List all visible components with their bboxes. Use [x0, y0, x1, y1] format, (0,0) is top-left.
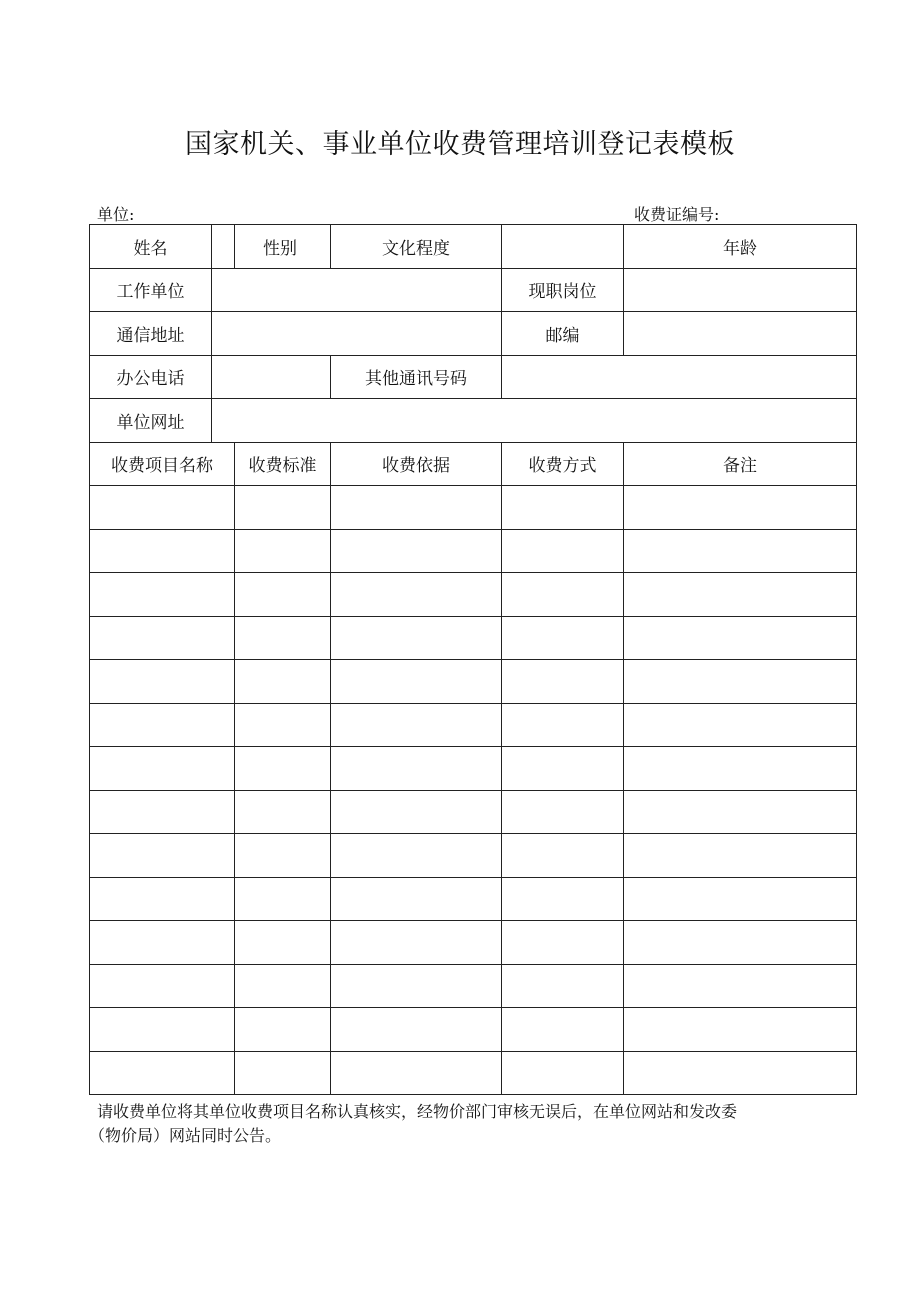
fee-basis-cell[interactable] — [331, 529, 502, 573]
work-unit-label: 工作单位 — [90, 268, 212, 312]
fee-method-cell[interactable] — [502, 747, 624, 791]
fee-item-name-cell[interactable] — [90, 660, 235, 704]
fee-item-name-cell[interactable] — [90, 1008, 235, 1052]
remarks-cell[interactable] — [624, 964, 857, 1008]
fee-method-cell[interactable] — [502, 529, 624, 573]
fee-standard-cell[interactable] — [235, 616, 331, 660]
address-field[interactable] — [212, 312, 502, 356]
fee-row — [90, 747, 857, 791]
fee-row — [90, 834, 857, 878]
position-label: 现职岗位 — [502, 268, 624, 312]
fee-method-cell[interactable] — [502, 834, 624, 878]
fee-basis-cell[interactable] — [331, 834, 502, 878]
fee-standard-cell[interactable] — [235, 747, 331, 791]
fee-standard-cell[interactable] — [235, 1008, 331, 1052]
footer-note-line-2: （物价局）网站同时公告。 — [89, 1126, 282, 1145]
remarks-cell[interactable] — [624, 1008, 857, 1052]
fee-item-name-cell[interactable] — [90, 529, 235, 573]
document-title: 国家机关、事业单位收费管理培训登记表模板 — [185, 129, 735, 160]
form-row-personal — [90, 225, 857, 269]
remarks-cell[interactable] — [624, 703, 857, 747]
fee-row — [90, 964, 857, 1008]
form-row-phone — [90, 355, 857, 399]
fee-basis-cell[interactable] — [331, 660, 502, 704]
fee-basis-cell[interactable] — [331, 790, 502, 834]
fee-item-name-cell[interactable] — [90, 834, 235, 878]
remarks-cell[interactable] — [624, 1051, 857, 1095]
remarks-cell[interactable] — [624, 529, 857, 573]
fee-row — [90, 616, 857, 660]
other-contact-label: 其他通讯号码 — [331, 355, 502, 399]
fee-row — [90, 921, 857, 965]
remarks-cell[interactable] — [624, 921, 857, 965]
fee-row — [90, 790, 857, 834]
education-label: 文化程度 — [331, 225, 502, 269]
office-phone-label: 办公电话 — [90, 355, 212, 399]
age-label: 年龄 — [624, 225, 857, 269]
fee-row — [90, 529, 857, 573]
remarks-cell[interactable] — [624, 747, 857, 791]
fee-item-name-cell[interactable] — [90, 877, 235, 921]
fee-basis-cell[interactable] — [331, 1051, 502, 1095]
fee-basis-cell[interactable] — [331, 877, 502, 921]
fee-item-name-cell[interactable] — [90, 790, 235, 834]
fee-method-cell[interactable] — [502, 703, 624, 747]
remarks-cell[interactable] — [624, 877, 857, 921]
fee-basis-cell[interactable] — [331, 486, 502, 530]
fee-table-header — [90, 442, 857, 486]
address-label: 通信地址 — [90, 312, 212, 356]
fee-standard-cell[interactable] — [235, 660, 331, 704]
website-label: 单位网址 — [90, 399, 212, 443]
fee-item-name-cell[interactable] — [90, 921, 235, 965]
education-field[interactable] — [502, 225, 624, 269]
remarks-cell[interactable] — [624, 834, 857, 878]
fee-basis-cell[interactable] — [331, 703, 502, 747]
fee-item-name-cell[interactable] — [90, 747, 235, 791]
other-contact-field[interactable] — [502, 355, 857, 399]
fee-standard-cell[interactable] — [235, 1051, 331, 1095]
postcode-label: 邮编 — [502, 312, 624, 356]
fee-standard-cell[interactable] — [235, 573, 331, 617]
fee-standard-cell[interactable] — [235, 790, 331, 834]
fee-method-cell[interactable] — [502, 877, 624, 921]
remarks-cell[interactable] — [624, 616, 857, 660]
remarks-cell[interactable] — [624, 790, 857, 834]
fee-row — [90, 1008, 857, 1052]
fee-basis-cell[interactable] — [331, 964, 502, 1008]
fee-row — [90, 660, 857, 704]
fee-item-name-cell[interactable] — [90, 573, 235, 617]
fee-item-name-cell[interactable] — [90, 486, 235, 530]
fee-standard-cell[interactable] — [235, 964, 331, 1008]
fee-method-cell[interactable] — [502, 921, 624, 965]
form-row-work — [90, 268, 857, 312]
fee-row — [90, 703, 857, 747]
fee-row — [90, 486, 857, 530]
remarks-cell[interactable] — [624, 486, 857, 530]
footer-note — [89, 1100, 867, 1148]
fee-basis-cell[interactable] — [331, 616, 502, 660]
position-field[interactable] — [624, 268, 857, 312]
name-label: 姓名 — [90, 225, 212, 269]
fee-item-name-cell[interactable] — [90, 703, 235, 747]
work-unit-field[interactable] — [212, 268, 502, 312]
form-row-website — [90, 399, 857, 443]
remarks-header: 备注 — [624, 442, 857, 486]
fee-basis-cell[interactable] — [331, 573, 502, 617]
fee-method-cell[interactable] — [502, 616, 624, 660]
registration-form-table — [89, 224, 857, 1095]
name-field[interactable] — [212, 225, 235, 269]
fee-standard-cell[interactable] — [235, 834, 331, 878]
fee-method-cell[interactable] — [502, 790, 624, 834]
fee-standard-header: 收费标准 — [235, 442, 331, 486]
fee-item-name-cell[interactable] — [90, 616, 235, 660]
fee-method-cell[interactable] — [502, 1051, 624, 1095]
fee-standard-cell[interactable] — [235, 486, 331, 530]
fee-item-name-cell[interactable] — [90, 964, 235, 1008]
fee-method-cell[interactable] — [502, 660, 624, 704]
fee-row — [90, 877, 857, 921]
fee-method-cell[interactable] — [502, 964, 624, 1008]
fee-row — [90, 573, 857, 617]
footer-note-line-1: 请收费单位将其单位收费项目名称认真核实，经物价部门审核无误后，在单位网站和发改委 — [97, 1102, 738, 1121]
form-row-address — [90, 312, 857, 356]
fee-row — [90, 1051, 857, 1095]
fee-method-header: 收费方式 — [502, 442, 624, 486]
unit-label: 单位: — [97, 205, 135, 224]
fee-basis-header: 收费依据 — [331, 442, 502, 486]
postcode-field[interactable] — [624, 312, 857, 356]
fee-method-cell[interactable] — [502, 573, 624, 617]
website-field[interactable] — [212, 399, 857, 443]
fee-method-cell[interactable] — [502, 1008, 624, 1052]
fee-basis-cell[interactable] — [331, 921, 502, 965]
gender-label: 性别 — [235, 225, 331, 269]
fee-standard-cell[interactable] — [235, 921, 331, 965]
cert-number-label: 收费证编号: — [634, 205, 720, 224]
fee-item-name-header: 收费项目名称 — [90, 442, 235, 486]
fee-standard-cell[interactable] — [235, 703, 331, 747]
office-phone-field[interactable] — [212, 355, 331, 399]
fee-standard-cell[interactable] — [235, 529, 331, 573]
fee-standard-cell[interactable] — [235, 877, 331, 921]
remarks-cell[interactable] — [624, 660, 857, 704]
fee-basis-cell[interactable] — [331, 1008, 502, 1052]
fee-basis-cell[interactable] — [331, 747, 502, 791]
fee-method-cell[interactable] — [502, 486, 624, 530]
fee-item-name-cell[interactable] — [90, 1051, 235, 1095]
remarks-cell[interactable] — [624, 573, 857, 617]
